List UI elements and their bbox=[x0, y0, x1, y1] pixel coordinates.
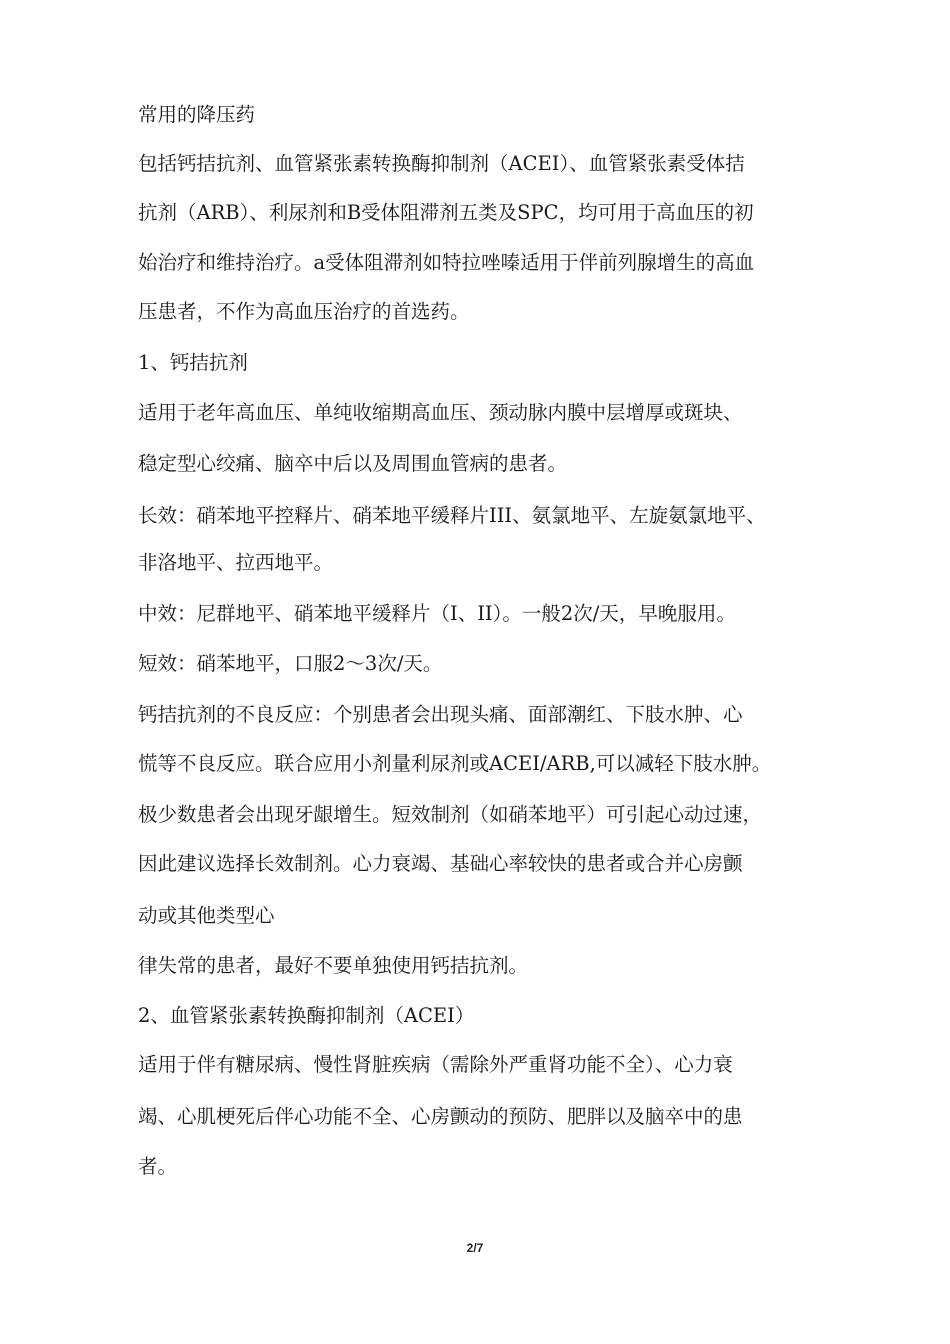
paragraph-line: 短效：硝苯地平，口服2～3次/天。 bbox=[138, 652, 443, 675]
paragraph-line: 动或其他类型心 bbox=[138, 904, 275, 927]
section-heading: 1、钙拮抗剂 bbox=[138, 351, 248, 374]
paragraph-line: 律失常的患者，最好不要单独使用钙拮抗剂。 bbox=[138, 954, 529, 977]
paragraph-line: 钙拮抗剂的不良反应：个别患者会出现头痛、面部潮红、下肢水肿、心 bbox=[138, 703, 743, 726]
paragraph-line: 非洛地平、拉西地平。 bbox=[138, 551, 334, 574]
page-number: 2/7 bbox=[466, 1241, 484, 1255]
section-title: 常用的降压药 bbox=[138, 103, 256, 126]
paragraph-line: 因此建议选择长效制剂。心力衰竭、基础心率较快的患者或合并心房颤 bbox=[138, 852, 743, 875]
paragraph-line: 抗剂（ARB）、利尿剂和Β受体阻滞剂五类及SPC，均可用于高血压的初 bbox=[138, 201, 754, 224]
paragraph-line: 中效：尼群地平、硝苯地平缓释片（I、II）。一般2次/天，早晚服用。 bbox=[138, 602, 736, 625]
paragraph-line: 适用于老年高血压、单纯收缩期高血压、颈动脉内膜中层增厚或斑块、 bbox=[138, 401, 743, 424]
paragraph-line: 压患者，不作为高血压治疗的首选药。 bbox=[138, 300, 470, 323]
paragraph-line: 者。 bbox=[138, 1155, 178, 1178]
paragraph-line: 竭、心肌梗死后伴心功能不全、心房颤动的预防、肥胖以及脑卒中的患 bbox=[138, 1105, 743, 1128]
paragraph-line: 始治疗和维持治疗。a受体阻滞剂如特拉唑嗪适用于伴前列腺增生的高血 bbox=[138, 251, 755, 274]
paragraph-line: 慌等不良反应。联合应用小剂量利尿剂或ACEI/ARB,可以减轻下肢水肿。 bbox=[138, 752, 772, 775]
paragraph-line: 长效：硝苯地平控释片、硝苯地平缓释片III、氨氯地平、左旋氨氯地平、 bbox=[138, 504, 766, 527]
paragraph-line: 稳定型心绞痛、脑卒中后以及周围血管病的患者。 bbox=[138, 452, 568, 475]
paragraph-line: 极少数患者会出现牙龈增生。短效制剂（如硝苯地平）可引起心动过速， bbox=[138, 803, 763, 826]
paragraph-line: 适用于伴有糖尿病、慢性肾脏疾病（需除外严重肾功能不全）、心力衰 bbox=[138, 1053, 733, 1076]
paragraph-line: 包括钙拮抗剂、血管紧张素转换酶抑制剂（ACEI）、血管紧张素受体拮 bbox=[138, 152, 745, 175]
section-heading: 2、血管紧张素转换酶抑制剂（ACEI） bbox=[138, 1004, 475, 1027]
